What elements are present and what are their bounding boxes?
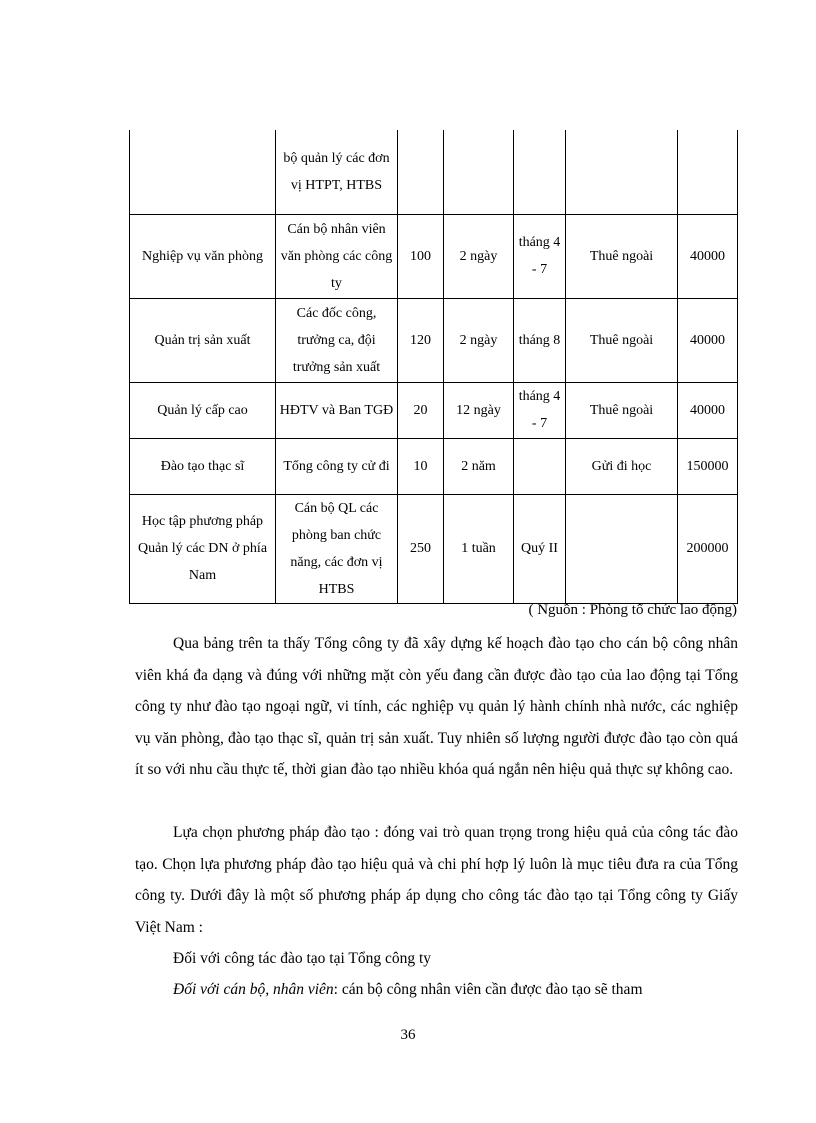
paragraph-heading-training: Đối với công tác đào tạo tại Tổng công ty [173,950,432,967]
cell-participants: Các đốc công, trưởng ca, đội trưởng sản xuất [276,298,398,382]
staff-training-text: : cán bộ công nhân viên cần được đào tạo sẽ tham [333,981,643,998]
cell-participants: HĐTV và Ban TGĐ [276,382,398,438]
staff-training-italic-label: Đối với cán bộ, nhân viên [173,981,334,998]
cell-duration: 12 ngày [444,382,514,438]
table-row [130,214,738,298]
paragraph-method-selection: Lựa chọn phương pháp đào tạo : đóng vai trò quan trọng trong hiệu quả của công tác đào tạo. Chọn lựa phương pháp đào tạo hiệu quả và chi phí hợp lý luôn là mục tiêu đưa ra của Tổng công ty. Dưới đây là một số phương pháp áp dụng cho công tác đào tạo tại Tổng công ty Giấy Việt Nam : [135,824,738,936]
cell-course: Học tập phương pháp Quản lý các DN ở phía Nam [130,494,276,603]
cell-course: Quản trị sản xuất [130,298,276,382]
cell-quantity: 10 [398,438,444,494]
paragraph-analysis: Qua bảng trên ta thấy Tổng công ty đã xây dựng kế hoạch đào tạo cho cán bộ công nhân viên khá đa dạng và đúng với những mặt còn yếu đang cần được đào tạo của lao động tại Tổng công ty như đào tạo ngoại ngữ, vi tính, các nghiệp vụ quản lý hành chính nhà nước, các nghiệp vụ văn phòng, đào tạo thạc sĩ, quản trị sản xuất. Tuy nhiên số lượng người được đào tạo còn quá ít so với nhu cầu thực tế, thời gian đào tạo nhiều khóa quá ngắn nên hiệu quả thực sự không cao. [135,635,738,778]
cell-method [566,494,678,603]
cell-cost: 150000 [678,438,738,494]
page-number: 36 [400,1027,416,1043]
cell-method: Gửi đi học [566,438,678,494]
cell-cost: 200000 [678,494,738,603]
cell-time: tháng 4 - 7 [514,382,566,438]
cell-method: Thuê ngoài [566,298,678,382]
table-row [130,494,738,603]
table-row [130,382,738,438]
cell-duration: 1 tuần [444,494,514,603]
cell-participants: bộ quản lý các đơn vị HTPT, HTBS [276,130,398,214]
cell-method [566,130,678,214]
cell-duration [444,130,514,214]
cell-time: tháng 8 [514,298,566,382]
table-source-note: ( Nguồn : Phòng tổ chức lao động) [528,602,737,618]
cell-duration: 2 ngày [444,298,514,382]
cell-cost: 40000 [678,382,738,438]
cell-time: Quý II [514,494,566,603]
cell-quantity: 100 [398,214,444,298]
training-plan-table-body [130,130,738,603]
cell-participants: Cán bộ nhân viên văn phòng các công ty [276,214,398,298]
cell-time [514,130,566,214]
cell-participants: Cán bộ QL các phòng ban chức năng, các đơn vị HTBS [276,494,398,603]
cell-cost [678,130,738,214]
cell-time [514,438,566,494]
table-row [130,298,738,382]
training-plan-table [129,130,738,604]
cell-quantity: 20 [398,382,444,438]
cell-course: Quản lý cấp cao [130,382,276,438]
cell-quantity: 250 [398,494,444,603]
table-row [130,130,738,214]
cell-quantity [398,130,444,214]
cell-cost: 40000 [678,214,738,298]
cell-cost: 40000 [678,298,738,382]
paragraph-staff-training [135,974,738,1006]
table-row [130,438,738,494]
cell-method: Thuê ngoài [566,214,678,298]
cell-course: Đào tạo thạc sĩ [130,438,276,494]
cell-course: Nghiệp vụ văn phòng [130,214,276,298]
cell-course [130,130,276,214]
cell-duration: 2 ngày [444,214,514,298]
cell-time: tháng 4 - 7 [514,214,566,298]
cell-duration: 2 năm [444,438,514,494]
cell-quantity: 120 [398,298,444,382]
cell-method: Thuê ngoài [566,382,678,438]
cell-participants: Tổng công ty cử đi [276,438,398,494]
